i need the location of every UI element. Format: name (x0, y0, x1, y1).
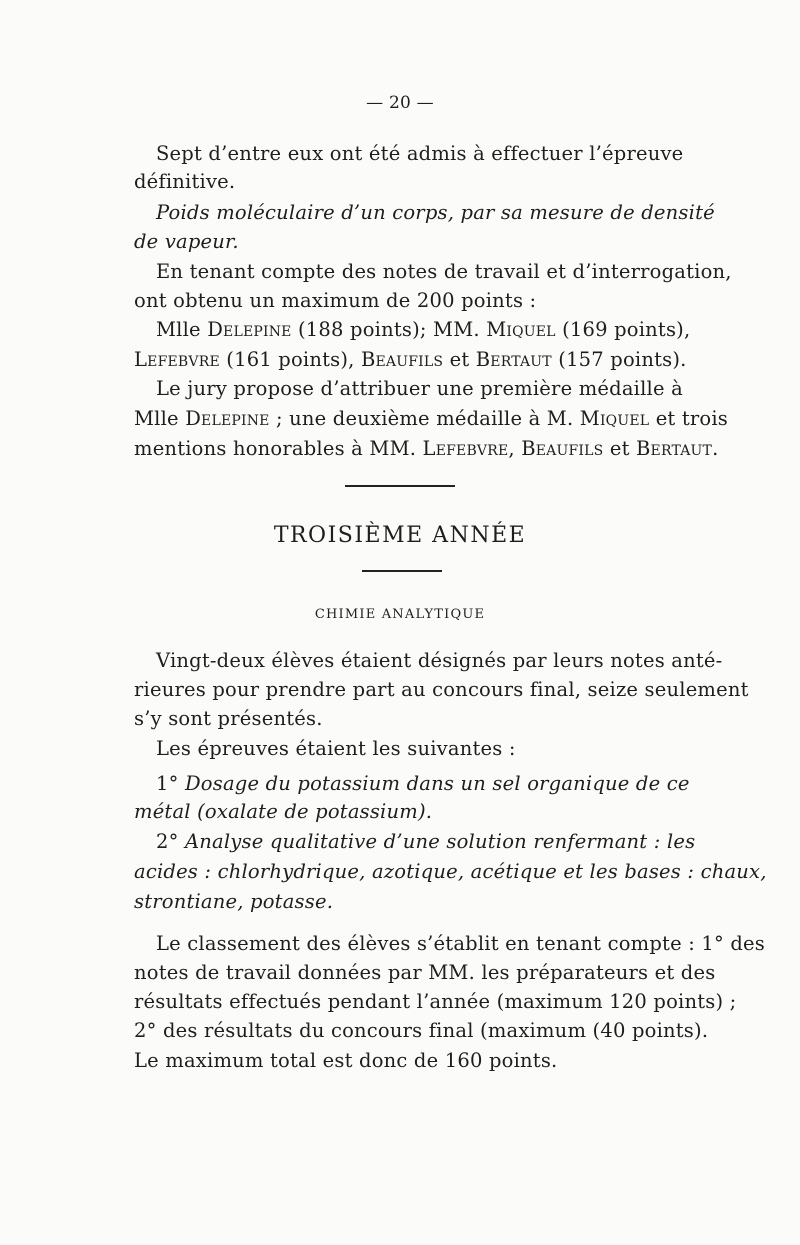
text-line: En tenant compte des notes de travail et d’interrogation, (156, 260, 732, 283)
text-segment: (188 points); MM. (297, 318, 480, 341)
subsection-heading: CHIMIE ANALYTIQUE (314, 607, 486, 622)
name-bertaut: Bertaut (475, 348, 552, 371)
text-line: strontiane, potasse. (134, 890, 334, 913)
page-number: — 20 — (366, 93, 434, 113)
name-delepine: Delepine (185, 407, 270, 430)
text-segment: Analyse qualitative d’une solution renfermant : les (184, 830, 696, 853)
text-line: Les épreuves étaient les suivantes : (156, 737, 516, 760)
text-line: Sept d’entre eux ont été admis à effectuer l’épreuve (156, 142, 684, 165)
section-heading: TROISIÈME ANNÉE (273, 523, 527, 548)
name-beaufils: Beaufils (360, 348, 444, 371)
text-segment: (169 points), (562, 318, 691, 341)
text-line: Le jury propose d’attribuer une première médaille à (156, 377, 683, 400)
text-segment: (161 points), (226, 348, 355, 371)
text-segment: (157 points). (558, 348, 687, 371)
text-line (156, 772, 690, 795)
text-line: notes de travail données par MM. les préparateurs et des (134, 961, 716, 984)
text-line (134, 348, 687, 371)
name-lefebvre: Lefebvre, (422, 437, 515, 460)
text-segment: Mlle (134, 407, 179, 430)
text-line: acides : chlorhydrique, azotique, acétique et les bases : chaux, (134, 860, 767, 883)
text-line: définitive. (134, 170, 236, 193)
text-segment: Dosage du potassium dans un sel organique de ce (184, 772, 690, 795)
text-line: Vingt-deux élèves étaient désignés par leurs notes anté- (156, 649, 723, 672)
text-segment: ; une deuxième médaille à M. (275, 407, 574, 430)
text-line: 2° des résultats du concours final (maximum (40 points). (134, 1019, 709, 1042)
text-segment: et trois (655, 407, 729, 430)
name-delepine: Delepine (207, 318, 292, 341)
text-line: ont obtenu un maximum de 200 points : (134, 289, 537, 312)
name-beaufils: Beaufils (521, 437, 604, 460)
text-segment: et (449, 348, 470, 371)
section-divider (345, 485, 455, 487)
text-line: s’y sont présentés. (134, 707, 323, 730)
name-lefebvre: Lefebvre (134, 348, 220, 371)
text-line (134, 407, 729, 430)
name-miquel: Miquel (579, 407, 650, 430)
text-line: résultats effectués pendant l’année (maximum 120 points) ; (134, 990, 737, 1013)
section-divider (362, 570, 442, 572)
text-line: Poids moléculaire d’un corps, par sa mesure de densité (156, 201, 715, 224)
text-line (156, 830, 696, 853)
text-line: Le maximum total est donc de 160 points. (134, 1049, 558, 1072)
text-segment: mentions honorables à MM. (134, 437, 417, 460)
text-line: rieures pour prendre part au concours final, seize seulement (134, 678, 749, 701)
text-segment: Mlle (156, 318, 201, 341)
text-line: de vapeur. (134, 230, 239, 253)
text-line: métal (oxalate de potassium). (134, 800, 433, 823)
name-miquel: Miquel (486, 318, 556, 341)
name-bertaut: Bertaut. (636, 437, 719, 460)
text-line: Le classement des élèves s’établit en tenant compte : 1° des (156, 932, 765, 955)
list-number: 2° (156, 830, 179, 853)
text-segment: et (609, 437, 630, 460)
text-line (134, 437, 719, 460)
text-line (156, 318, 691, 341)
list-number: 1° (156, 772, 179, 795)
